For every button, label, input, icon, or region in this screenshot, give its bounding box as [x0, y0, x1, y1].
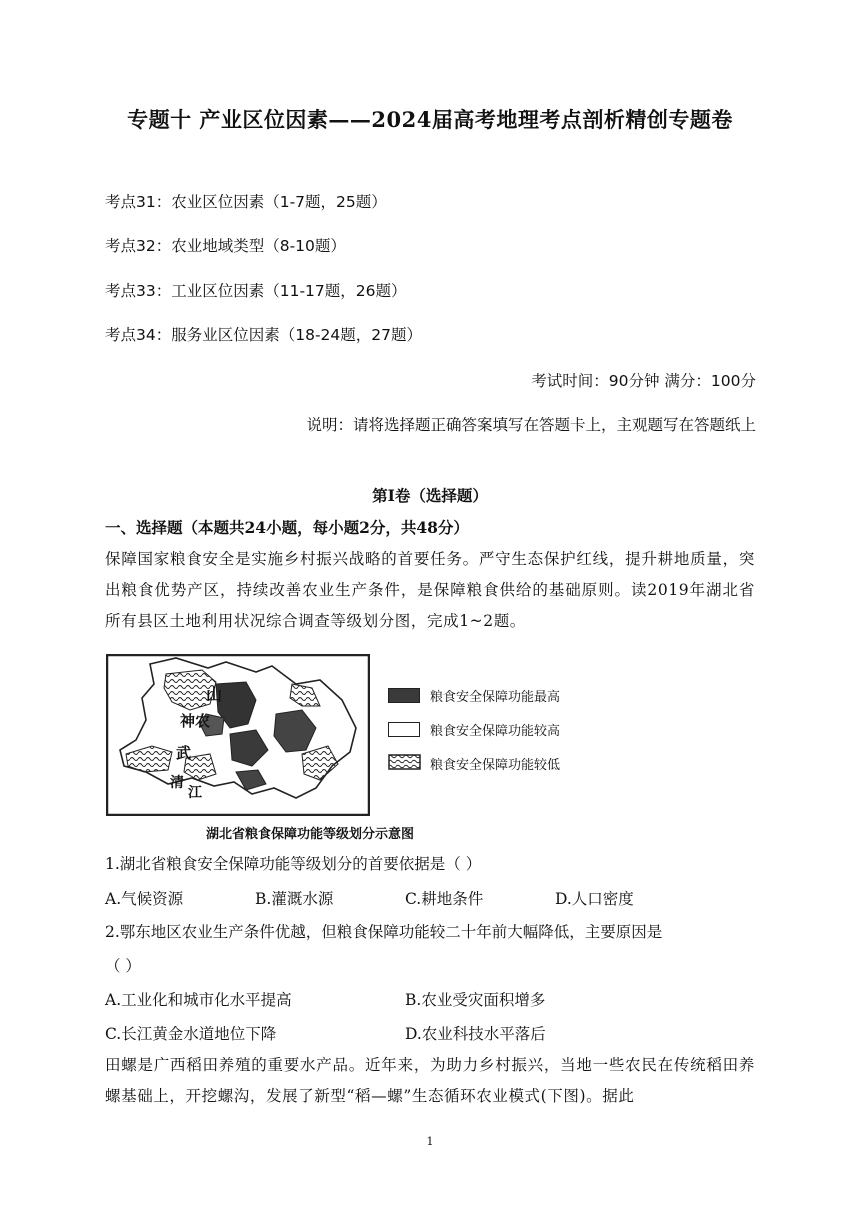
hubei-map-graphic [106, 654, 370, 816]
intro-paragraph-1: 保障国家粮食安全是实施乡村振兴战略的首要任务。严守生态保护红线，提升耕地质量，突出粮食优势产区，持续改善农业生产条件，是保障粮食供给的基础原则。读2019年湖北省所有县区土地利用状况综合调查等级划分图，完成1~2题。 [105, 550, 755, 630]
kaodian-34: 考点34：服务业区位因素（18-24题，27题） [105, 326, 422, 344]
kaodian-33: 考点33：工业区位因素（11-17题，26题） [105, 282, 407, 300]
q2-option-c: C.长江黄金水道地位下降 [105, 1025, 277, 1043]
map-label-jiang: 江 [188, 785, 202, 801]
q2-option-b: B.农业受灾面积增多 [405, 991, 546, 1009]
q2-option-a: A.工业化和城市化水平提高 [105, 991, 292, 1009]
legend-swatch-highest [388, 688, 420, 703]
map-caption: 湖北省粮食保障功能等级划分示意图 [206, 827, 415, 842]
q1-option-d: D.人口密度 [555, 890, 634, 908]
map-legend [388, 686, 608, 776]
question-1-stem: 1.湖北省粮食安全保障功能等级划分的首要依据是（ ） [105, 855, 482, 873]
intro-paragraph-2: 田螺是广西稻田养殖的重要水产品。近年来，为助力乡村振兴，当地一些农民在传统稻田养螺基础上，开挖螺沟，发展了新型“稻—螺”生态循环农业模式(下图)。据此 [105, 1056, 755, 1105]
legend-swatch-lower [388, 754, 422, 771]
map-label-shennong: 神农 [180, 712, 211, 730]
map-label-qing: 清 [170, 775, 184, 791]
legend-label-higher: 粮食安全保障功能较高 [430, 724, 561, 739]
kaodian-32: 考点32：农业地域类型（8-10题） [105, 237, 346, 255]
section-title: 一、选择题（本题共24小题，每小题2分，共48分） [105, 518, 469, 537]
legend-label-highest: 粮食安全保障功能最高 [430, 690, 561, 705]
question-2-stem-cont: （ ） [105, 957, 141, 975]
exam-info: 考试时间：90分钟 满分：100分 [531, 372, 756, 390]
map-label-shan: 山 [206, 685, 223, 704]
document-title: 专题十 产业区位因素——2024届高考地理考点剖析精创专题卷 [127, 107, 733, 132]
q2-option-d: D.农业科技水平落后 [405, 1025, 546, 1043]
hubei-map [106, 654, 370, 816]
legend-swatch-higher [388, 722, 420, 737]
instruction: 说明：请将选择题正确答案填写在答题卡上，主观题写在答题纸上 [306, 416, 756, 434]
part-title: 第I卷（选择题） [372, 486, 488, 505]
map-label-wu: 武 [176, 744, 192, 762]
legend-label-lower: 粮食安全保障功能较低 [430, 758, 561, 773]
kaodian-31: 考点31：农业区位因素（1-7题，25题） [105, 193, 387, 211]
q1-option-a: A.气候资源 [105, 890, 184, 908]
q1-option-c: C.耕地条件 [405, 890, 484, 908]
question-2-stem: 2.鄂东地区农业生产条件优越，但粮食保障功能较二十年前大幅降低，主要原因是 [105, 923, 663, 941]
page-number: 1 [426, 1135, 434, 1148]
q1-option-b: B.灌溉水源 [255, 890, 334, 908]
